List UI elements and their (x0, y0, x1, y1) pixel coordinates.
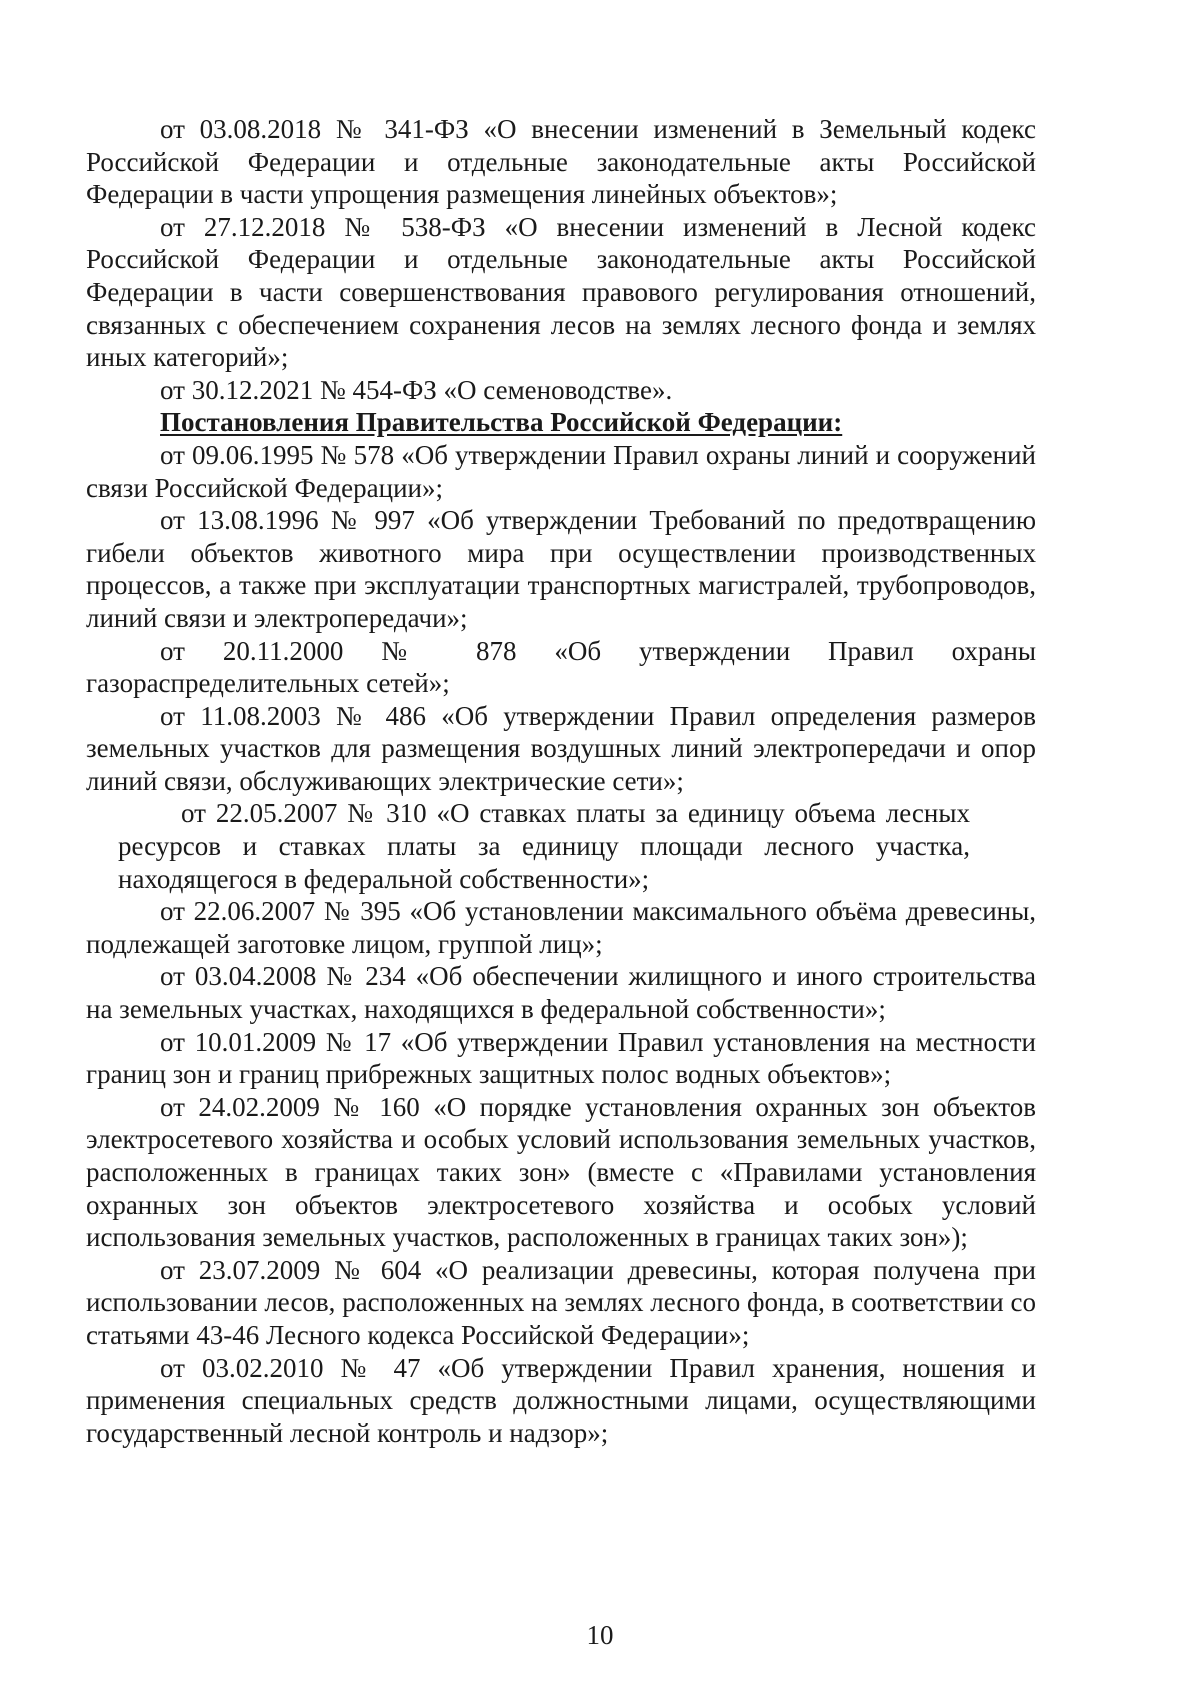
decree-paragraph: от 23.07.2009 № 604 «О реализации древесины, которая получена при использовании лесов, расположенных на землях лесного фонда, в соответствии со статьями 43-46 Лесного кодекса Российской Федерации»; (86, 1254, 1036, 1350)
decree-paragraph: от 13.08.1996 № 997 «Об утверждении Требований по предотвращению гибели объектов животного мира при осуществлении производственных процессов, а также при эксплуатации транспортных магистралей, трубопроводов, линий связи и электропередачи»; (86, 505, 1036, 633)
section-heading: Постановления Правительства Российской Федерации: (160, 407, 843, 438)
page-body (86, 113, 1036, 1449)
decree-paragraph: от 03.04.2008 № 234 «Об обеспечении жилищного и иного строительства на земельных участках, находящихся в федеральной собственности»; (86, 961, 1036, 1025)
decree-paragraph: от 22.06.2007 № 395 «Об установлении максимального объёма древесины, подлежащей заготовке лицом, группой лиц»; (86, 896, 1036, 959)
decree-paragraph: от 09.06.1995 № 578 «Об утверждении Правил охраны линий и сооружений связи Российской Федерации»; (86, 439, 1036, 503)
decree-paragraph: от 11.08.2003 № 486 «Об утверждении Правил определения размеров земельных участков для размещения воздушных линий электропередачи и опор линий связи, обслуживающих электрические сети»; (86, 700, 1036, 796)
decree-paragraph: от 03.02.2010 № 47 «Об утверждении Правил хранения, ношения и применения специальных средств должностными лицами, осуществляющими государственный лесной контроль и надзор»; (86, 1352, 1036, 1448)
law-paragraph: от 03.08.2018 № 341-ФЗ «О внесении изменений в Земельный кодекс Российской Федерации и отдельные законодательные акты Российской Федерации в части упрощения размещения линейных объектов»; (86, 114, 1036, 210)
decree-paragraph: от 24.02.2009 № 160 «О порядке установления охранных зон объектов электросетевого хозяйства и особых условий использования земельных участков, расположенных в границах таких зон» (вместе с «Правилами установления охранных зон объектов электросетевого хозяйства и особых условий использования земельных участков, расположенных в границах таких зон»); (86, 1091, 1036, 1253)
decree-paragraph: от 20.11.2000 № 878 «Об утверждении Правил охраны газораспределительных сетей»; (86, 635, 1036, 699)
law-paragraph: от 30.12.2021 № 454-ФЗ «О семеноводстве». (160, 374, 673, 405)
law-paragraph: от 27.12.2018 № 538-ФЗ «О внесении изменений в Лесной кодекс Российской Федерации и отдельные законодательные акты Российской Федерации в части совершенствования правового регулирования отношений, связанных с обеспечением сохранения лесов на землях лесного фонда и землях иных категорий»; (86, 211, 1036, 373)
page-number: 10 (586, 1620, 614, 1650)
decree-paragraph: от 10.01.2009 № 17 «Об утверждении Правил установления на местности границ зон и границ прибрежных защитных полос водных объектов»; (86, 1026, 1036, 1090)
decree-paragraph-shifted: от 22.05.2007 № 310 «О ставках платы за единицу объема лесных ресурсов и ставках платы за единицу площади лесного участка, находящегося в федеральной собственности»; (118, 798, 970, 894)
